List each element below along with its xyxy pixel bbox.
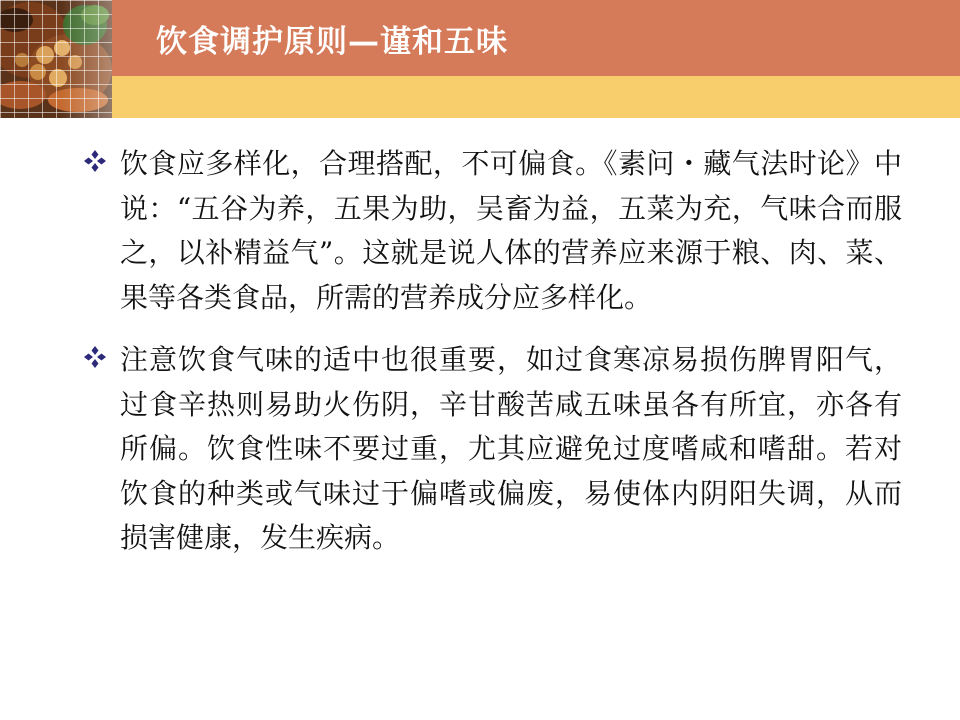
header-band	[0, 0, 960, 118]
bullet-item	[82, 338, 902, 561]
diamond-bullet-icon	[82, 148, 108, 174]
bullet-text: 注意饮食气味的适中也很重要，如过食寒凉易损伤脾胃阳气，过食辛热则易助火伤阴，辛甘酸苦咸五味虽各有所宜，亦各有所偏。饮食性味不要过重，尤其应避免过度嗜咸和嗜甜。若对饮食的种类或气味过于偏嗜或偏废，易使体内阴阳失调，从而损害健康，发生疾病。	[120, 343, 902, 554]
slide-title: 饮食调护原则—谨和五味	[156, 24, 508, 60]
diamond-bullet-icon	[82, 344, 108, 370]
bullet-item	[82, 142, 902, 320]
accent-bar	[112, 76, 960, 118]
title-bar	[112, 0, 960, 76]
photo-fade-overlay	[0, 0, 112, 118]
food-photo	[0, 0, 112, 118]
bullet-list	[82, 142, 902, 579]
bullet-text: 饮食应多样化，合理搭配，不可偏食。《素问・藏气法时论》中说：“五谷为养，五果为助，吴畜为益，五菜为充，气味合而服之，以补精益气”。这就是说人体的营养应来源于粮、肉、菜、果等各类食品，所需的营养成分应多样化。	[120, 147, 902, 314]
